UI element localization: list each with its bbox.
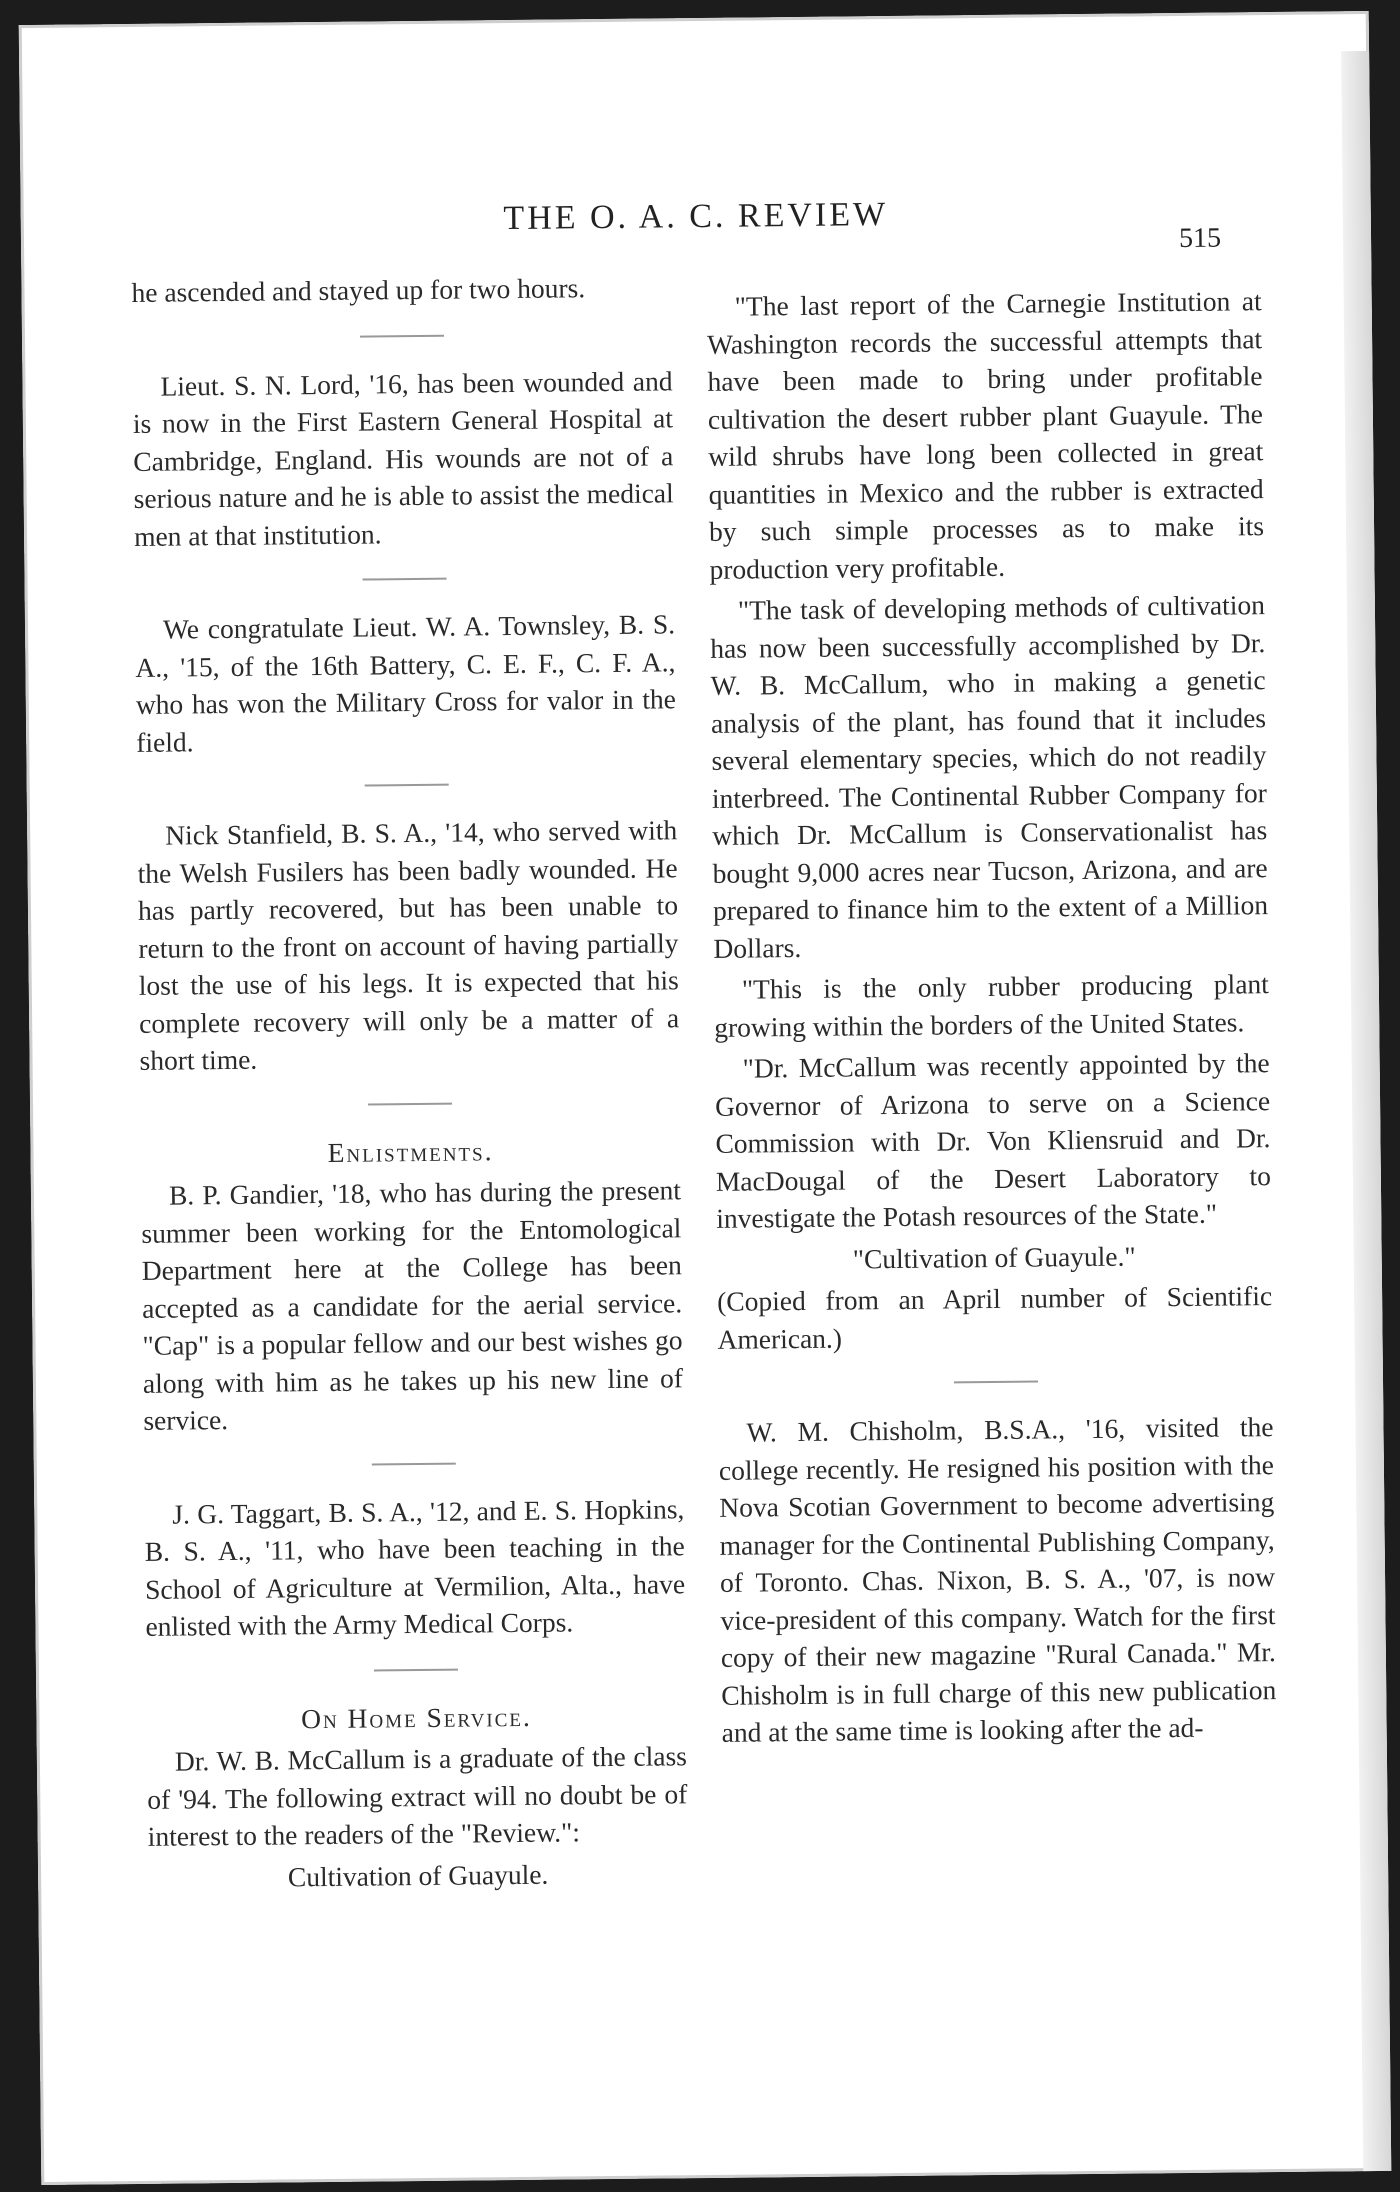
document-page xyxy=(19,11,1392,2185)
running-head: THE O. A. C. REVIEW xyxy=(503,196,889,238)
paragraph: Cultivation of Guayule. xyxy=(287,1858,549,1892)
section-divider xyxy=(374,1668,458,1671)
paragraph: Dr. W. B. McCallum is a graduate of the class of '94. The following extract will no doubt be of interest to the readers of the "Review.": xyxy=(147,1740,688,1852)
paragraph: Nick Stanfield, B. S. A., '14, who served with the Welsh Fusilers has been badly wounded. He has partly recovered, but has been unable to return to the front on account of having partially lost the use of his legs. It is expected that his complete recovery will only be a matter of a short time. xyxy=(137,814,680,1076)
paragraph: W. M. Chisholm, B.S.A., '16, visited the college recently. He resigned his position with the Nova Scotian Government to become advertising manager for the Continental Publishing Company, of Toronto. Chas. Nixon, B. S. A., '07, is now vice-president of this company. Watch for the first copy of their new magazine "Rural Canada." Mr. Chisholm is in full charge of this new publication and at the same time is looking after the ad- xyxy=(718,1411,1277,1748)
paragraph: "Cultivation of Guayule." xyxy=(852,1240,1136,1274)
left-column xyxy=(131,268,688,1901)
right-column xyxy=(707,282,1277,1755)
paragraph: "This is the only rubber producing plant growing within the borders of the United States. xyxy=(714,968,1269,1043)
paragraph: (Copied from an April number of Scientific American.) xyxy=(716,1280,1273,1355)
paragraph: B. P. Gandier, '18, who has during the present summer been working for the Entomological Department here at the College has been accepted as a candidate for the aerial service. "Cap" is a popular fellow and our best wishes go along with him as he takes up his new line of service. xyxy=(141,1174,684,1436)
paragraph: "The task of developing methods of cultivation has now been successfully accomplished by Dr. W. B. McCallum, who in making a genetic analysis of the plant, has found that it includes several elementary species, which do not readily interbreed. The Continental Rubber Company for which Dr. McCallum is Conservationalist has bought 9,000 acres near Tucson, Arizona, and are prepared to finance him to the extent of a Million Dollars. xyxy=(710,589,1269,964)
section-heading: Enlistments. xyxy=(327,1134,494,1168)
paragraph: We congratulate Lieut. W. A. Townsley, B. S. A., '15, of the 16th Battery, C. E. F., C. F. A., who has won the Military Cross for valor in the field. xyxy=(135,608,676,758)
paragraph: Lieut. S. N. Lord, '16, has been wounded and is now in the First Eastern General Hospital at Cambridge, England. His wounds are not of a serious nature and he is able to assist the medical men at that institution. xyxy=(132,364,674,552)
paragraph: "Dr. McCallum was recently appointed by the Governor of Arizona to serve on a Science Commission with Dr. Von Kliensruid and Dr. MacDougal of the Desert Laboratory to investigate the Potash resources of the State." xyxy=(714,1047,1272,1234)
paragraph: "The last report of the Carnegie Institution at Washington records the successful attempts that have been made to bring under profitable cultivation the desert rubber plant Guayule. The wild shrubs have long been collected in great quantities in Mexico and the rubber is extracted by such simple processes as to make its production very profitable. xyxy=(706,285,1265,585)
paragraph: J. G. Taggart, B. S. A., '12, and E. S. Hopkins, B. S. A., '11, who have been teaching in the School of Agriculture at Vermilion, Alta., have enlisted with the Army Medical Corps. xyxy=(144,1492,686,1642)
section-divider xyxy=(363,578,447,581)
section-divider xyxy=(360,334,444,337)
section-divider xyxy=(953,1381,1037,1384)
paragraph: he ascended and stayed up for two hours. xyxy=(131,272,586,308)
page-number: 515 xyxy=(1178,222,1222,254)
section-divider xyxy=(372,1462,456,1465)
section-divider xyxy=(368,1102,452,1105)
section-divider xyxy=(365,784,449,787)
section-heading: On Home Service. xyxy=(300,1700,532,1734)
